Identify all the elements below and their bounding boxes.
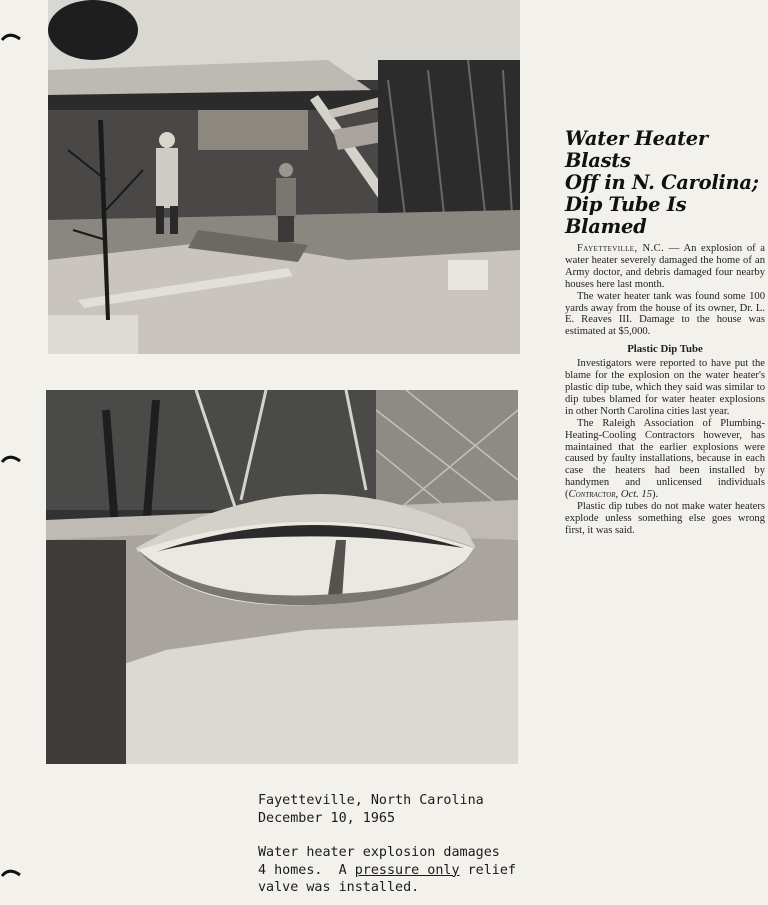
- binder-mark-icon: [0, 866, 22, 880]
- headline-line: Off in N. Carolina;: [565, 171, 759, 194]
- citation-close: ).: [652, 489, 659, 501]
- binder-mark-icon: [0, 30, 22, 44]
- paragraph-text: The Raleigh Association of Plumbing-Heating-Cooling Contractors however, has maintained that the earlier explosions were caused by faulty installations, because in each case the heaters had been installed by handymen and unlicensed individuals (: [565, 417, 765, 501]
- caption-line: Water heater explosion damages: [258, 845, 500, 860]
- article-headline: [565, 128, 765, 238]
- article-paragraph: Investigators were reported to have put the blame for the explosion on the water heater's plastic dip tube, which they said was similar to dip tubes blamed for water heater explosions in other North Carolina cities last year.: [565, 358, 765, 417]
- article-dateline: Fayetteville, N.C.: [577, 243, 665, 254]
- headline-line: Water Heater Blasts: [565, 127, 708, 172]
- article-body: [565, 243, 765, 537]
- article-subhead: Plastic Dip Tube: [627, 343, 703, 356]
- headline-line: Dip Tube Is Blamed: [565, 193, 687, 238]
- caption-date: December 10, 1965: [258, 810, 396, 826]
- caption-location: Fayetteville, North Carolina: [258, 793, 484, 808]
- caption-text: 4 homes. A: [258, 862, 355, 878]
- article-paragraph: The water heater tank was found some 100 yards away from the house of its owner, Dr. L. E. Reaves III. Damage to the house was estimated at $5,000.: [565, 290, 765, 338]
- citation-source: Contractor: [568, 489, 616, 501]
- water-heater-tank-photo: [46, 390, 518, 764]
- article-paragraph: [565, 243, 765, 291]
- binder-mark-icon: [0, 452, 22, 466]
- article-paragraph: [565, 418, 765, 501]
- caption-text: relief: [459, 862, 516, 878]
- caption-line: valve was installed.: [258, 880, 420, 895]
- caption-underlined-text: pressure only: [354, 862, 460, 878]
- citation-date: , Oct. 15: [615, 489, 653, 501]
- article-paragraph: Plastic dip tubes do not make water heaters explode unless something else goes wrong first, it was said.: [565, 501, 765, 536]
- news-article: [565, 128, 765, 537]
- paragraph-text: — An explosion of a water heater severely damaged the home of an Army doctor, and debris damaged four nearby houses here last month.: [565, 243, 766, 290]
- damaged-house-photo: [48, 0, 520, 354]
- caption-line: [258, 862, 558, 880]
- typewritten-caption: [258, 792, 558, 897]
